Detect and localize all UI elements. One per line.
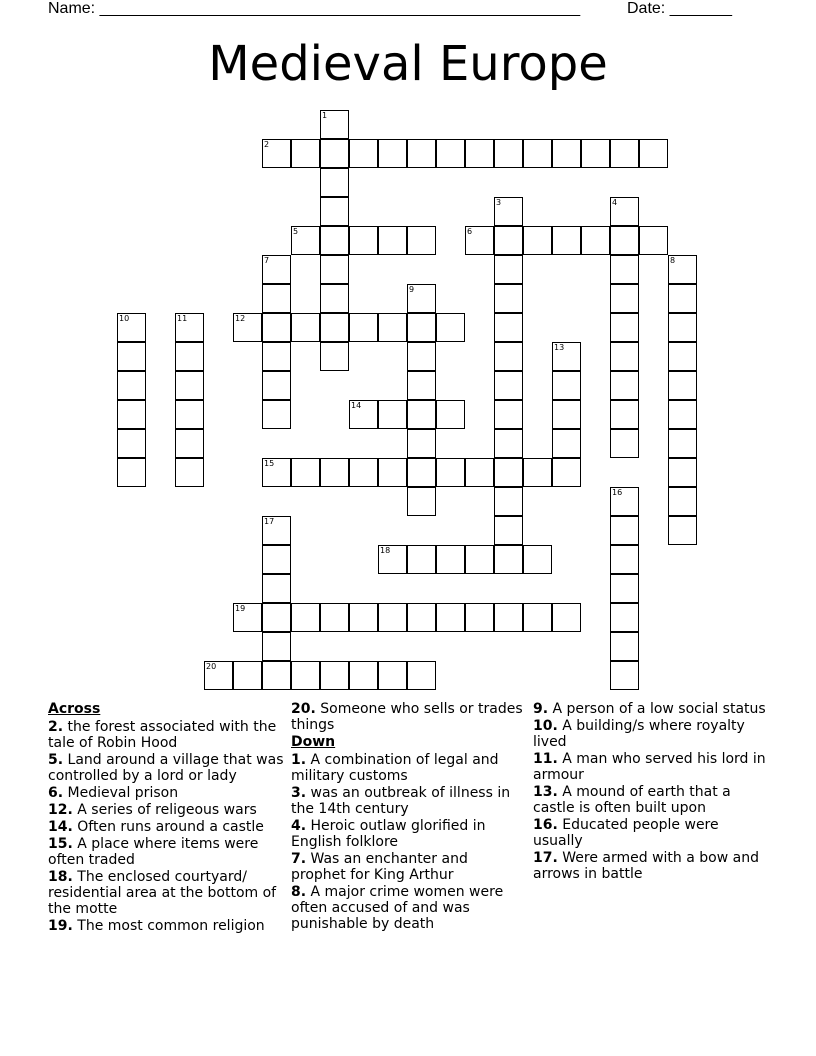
across-clue-list-continued bbox=[291, 701, 527, 733]
clue-item bbox=[48, 752, 284, 784]
clue-text: Educated people were usually bbox=[533, 817, 719, 849]
grid-cell[interactable] bbox=[378, 458, 407, 487]
grid-cell[interactable] bbox=[668, 284, 697, 313]
clue-item bbox=[291, 851, 527, 883]
grid-cell[interactable] bbox=[610, 139, 639, 168]
clue-number-label: 15. bbox=[48, 836, 73, 852]
grid-cell[interactable] bbox=[610, 661, 639, 690]
clue-text: The enclosed courtyard/ residential area at the bottom of the motte bbox=[48, 869, 277, 917]
clue-number-label: 2. bbox=[48, 719, 64, 735]
grid-cell[interactable] bbox=[407, 342, 436, 371]
grid-cell[interactable] bbox=[262, 603, 291, 632]
grid-cell[interactable] bbox=[407, 545, 436, 574]
grid-cell[interactable] bbox=[494, 545, 523, 574]
clue-number: 8 bbox=[670, 256, 676, 265]
clue-number-label: 19. bbox=[48, 918, 73, 934]
grid-cell[interactable] bbox=[175, 371, 204, 400]
grid-cell[interactable] bbox=[610, 226, 639, 255]
clue-number-label: 5. bbox=[48, 752, 64, 768]
grid-cell[interactable] bbox=[262, 661, 291, 690]
grid-cell[interactable] bbox=[639, 139, 668, 168]
grid-cell[interactable] bbox=[349, 400, 378, 429]
clue-text: was an outbreak of illness in the 14th century bbox=[291, 785, 511, 817]
grid-cell[interactable] bbox=[320, 226, 349, 255]
grid-cell[interactable] bbox=[291, 139, 320, 168]
name-field-label[interactable]: Name: ______________________________________________________ bbox=[48, 0, 581, 17]
clue-number-label: 14. bbox=[48, 819, 73, 835]
clue-item bbox=[48, 869, 284, 917]
across-clue-list bbox=[48, 719, 284, 934]
clue-text: Heroic outlaw glorified in English folklore bbox=[291, 818, 486, 850]
grid-cell[interactable] bbox=[494, 313, 523, 342]
grid-cell[interactable] bbox=[320, 255, 349, 284]
grid-cell[interactable] bbox=[668, 371, 697, 400]
clue-number: 10 bbox=[119, 314, 130, 323]
grid-cell[interactable] bbox=[494, 516, 523, 545]
grid-cell[interactable] bbox=[262, 516, 291, 545]
grid-cell[interactable] bbox=[610, 574, 639, 603]
grid-cell[interactable] bbox=[262, 400, 291, 429]
clue-number-label: 16. bbox=[533, 817, 558, 833]
down-clue-list bbox=[291, 752, 527, 932]
grid-cell[interactable] bbox=[320, 110, 349, 139]
clue-item bbox=[48, 802, 284, 818]
grid-cell[interactable] bbox=[117, 371, 146, 400]
clue-item bbox=[291, 818, 527, 850]
grid-cell[interactable] bbox=[523, 139, 552, 168]
grid-cell[interactable] bbox=[610, 371, 639, 400]
grid-cell[interactable] bbox=[175, 429, 204, 458]
clue-item bbox=[533, 718, 769, 750]
grid-cell[interactable] bbox=[668, 342, 697, 371]
grid-cell[interactable] bbox=[610, 603, 639, 632]
grid-cell[interactable] bbox=[175, 458, 204, 487]
grid-cell[interactable] bbox=[494, 429, 523, 458]
grid-cell[interactable] bbox=[494, 284, 523, 313]
grid-cell[interactable] bbox=[668, 516, 697, 545]
grid-cell[interactable] bbox=[436, 545, 465, 574]
grid-cell[interactable] bbox=[465, 545, 494, 574]
grid-cell[interactable] bbox=[523, 226, 552, 255]
across-heading: Across bbox=[48, 701, 101, 717]
grid-cell[interactable] bbox=[494, 255, 523, 284]
grid-cell[interactable] bbox=[552, 400, 581, 429]
grid-cell[interactable] bbox=[610, 429, 639, 458]
clue-number: 4 bbox=[612, 198, 618, 207]
grid-cell[interactable] bbox=[320, 661, 349, 690]
clue-item bbox=[291, 701, 527, 733]
grid-cell[interactable] bbox=[407, 226, 436, 255]
grid-cell[interactable] bbox=[668, 487, 697, 516]
clue-number-label: 1. bbox=[291, 752, 307, 768]
clue-text: A major crime women were often accused of and was punishable by death bbox=[291, 884, 504, 932]
clue-text: Land around a village that was controlled by a lord or lady bbox=[48, 752, 284, 784]
grid-cell[interactable] bbox=[494, 603, 523, 632]
page-title: Medieval Europe bbox=[208, 36, 608, 92]
grid-cell[interactable] bbox=[291, 313, 320, 342]
clue-text: A building/s where royalty lived bbox=[533, 718, 745, 750]
grid-cell[interactable] bbox=[610, 516, 639, 545]
grid-cell[interactable] bbox=[407, 661, 436, 690]
grid-cell[interactable] bbox=[262, 458, 291, 487]
clue-number-label: 20. bbox=[291, 701, 316, 717]
clue-number: 7 bbox=[264, 256, 270, 265]
grid-cell[interactable] bbox=[262, 139, 291, 168]
grid-cell[interactable] bbox=[320, 139, 349, 168]
grid-cell[interactable] bbox=[494, 342, 523, 371]
clue-item bbox=[291, 785, 527, 817]
clue-number-label: 3. bbox=[291, 785, 307, 801]
clue-text: the forest associated with the tale of Robin Hood bbox=[48, 719, 277, 751]
grid-cell[interactable] bbox=[668, 255, 697, 284]
clue-number: 16 bbox=[612, 488, 623, 497]
clue-number: 2 bbox=[264, 140, 270, 149]
grid-cell[interactable] bbox=[349, 313, 378, 342]
grid-cell[interactable] bbox=[581, 226, 610, 255]
grid-cell[interactable] bbox=[291, 661, 320, 690]
grid-cell[interactable] bbox=[378, 139, 407, 168]
clue-item bbox=[48, 918, 284, 934]
grid-cell[interactable] bbox=[320, 603, 349, 632]
clue-item bbox=[48, 785, 284, 801]
clue-number-label: 10. bbox=[533, 718, 558, 734]
clue-number-label: 9. bbox=[533, 701, 549, 717]
grid-cell[interactable] bbox=[465, 139, 494, 168]
grid-cell[interactable] bbox=[668, 458, 697, 487]
clue-text: A place where items were often traded bbox=[48, 836, 259, 868]
grid-cell[interactable] bbox=[175, 313, 204, 342]
clue-number: 12 bbox=[235, 314, 246, 323]
clue-number: 11 bbox=[177, 314, 188, 323]
grid-cell[interactable] bbox=[233, 661, 262, 690]
grid-cell[interactable] bbox=[610, 197, 639, 226]
grid-cell[interactable] bbox=[117, 429, 146, 458]
grid-cell[interactable] bbox=[465, 458, 494, 487]
grid-cell[interactable] bbox=[349, 458, 378, 487]
grid-cell[interactable] bbox=[117, 313, 146, 342]
grid-cell[interactable] bbox=[378, 226, 407, 255]
grid-cell[interactable] bbox=[610, 284, 639, 313]
grid-cell[interactable] bbox=[436, 603, 465, 632]
grid-cell[interactable] bbox=[552, 371, 581, 400]
clues-column-3 bbox=[533, 701, 769, 883]
grid-cell[interactable] bbox=[262, 313, 291, 342]
grid-cell[interactable] bbox=[262, 255, 291, 284]
grid-cell[interactable] bbox=[610, 487, 639, 516]
clue-number-label: 18. bbox=[48, 869, 73, 885]
clue-number-label: 4. bbox=[291, 818, 307, 834]
grid-cell[interactable] bbox=[610, 632, 639, 661]
grid-cell[interactable] bbox=[494, 226, 523, 255]
grid-cell[interactable] bbox=[320, 342, 349, 371]
clue-item bbox=[291, 752, 527, 784]
grid-cell[interactable] bbox=[668, 429, 697, 458]
clue-text: A mound of earth that a castle is often built upon bbox=[533, 784, 731, 816]
grid-cell[interactable] bbox=[668, 313, 697, 342]
clue-item bbox=[533, 817, 769, 849]
grid-cell[interactable] bbox=[668, 400, 697, 429]
clue-text: The most common religion bbox=[72, 918, 265, 934]
grid-cell[interactable] bbox=[378, 400, 407, 429]
grid-cell[interactable] bbox=[291, 603, 320, 632]
clue-number-label: 12. bbox=[48, 802, 73, 818]
clue-number: 6 bbox=[467, 227, 473, 236]
clue-number: 9 bbox=[409, 285, 415, 294]
clue-number: 1 bbox=[322, 111, 328, 120]
grid-cell[interactable] bbox=[378, 545, 407, 574]
clue-number: 20 bbox=[206, 662, 217, 671]
down-heading: Down bbox=[291, 734, 336, 750]
grid-cell[interactable] bbox=[117, 342, 146, 371]
grid-cell[interactable] bbox=[262, 632, 291, 661]
grid-cell[interactable] bbox=[320, 197, 349, 226]
grid-cell[interactable] bbox=[407, 371, 436, 400]
grid-cell[interactable] bbox=[378, 313, 407, 342]
grid-cell[interactable] bbox=[117, 458, 146, 487]
grid-cell[interactable] bbox=[407, 139, 436, 168]
clue-item bbox=[533, 850, 769, 882]
grid-cell[interactable] bbox=[320, 168, 349, 197]
grid-cell[interactable] bbox=[407, 400, 436, 429]
clue-number: 13 bbox=[554, 343, 565, 352]
clue-text: Often runs around a castle bbox=[72, 819, 264, 835]
down-clue-list-continued bbox=[533, 701, 769, 882]
grid-cell[interactable] bbox=[610, 255, 639, 284]
grid-cell[interactable] bbox=[494, 139, 523, 168]
grid-cell[interactable] bbox=[610, 400, 639, 429]
grid-cell[interactable] bbox=[465, 226, 494, 255]
grid-cell[interactable] bbox=[378, 603, 407, 632]
clue-item bbox=[291, 884, 527, 932]
grid-cell[interactable] bbox=[320, 458, 349, 487]
grid-cell[interactable] bbox=[407, 313, 436, 342]
clue-text: A series of religeous wars bbox=[72, 802, 257, 818]
clue-number: 17 bbox=[264, 517, 275, 526]
clue-text: A person of a low social status bbox=[548, 701, 766, 717]
clue-item bbox=[533, 751, 769, 783]
clue-text: Medieval prison bbox=[63, 785, 179, 801]
grid-cell[interactable] bbox=[407, 429, 436, 458]
grid-cell[interactable] bbox=[436, 139, 465, 168]
clue-item bbox=[533, 784, 769, 816]
grid-cell[interactable] bbox=[494, 487, 523, 516]
grid-cell[interactable] bbox=[552, 226, 581, 255]
clue-number-label: 6. bbox=[48, 785, 64, 801]
clue-number-label: 11. bbox=[533, 751, 558, 767]
clue-text: Were armed with a bow and arrows in battle bbox=[533, 850, 759, 882]
grid-cell[interactable] bbox=[610, 545, 639, 574]
grid-cell[interactable] bbox=[262, 574, 291, 603]
date-field-label[interactable]: Date: _______ bbox=[627, 0, 732, 17]
grid-cell[interactable] bbox=[204, 661, 233, 690]
grid-cell[interactable] bbox=[291, 226, 320, 255]
grid-cell[interactable] bbox=[494, 400, 523, 429]
grid-cell[interactable] bbox=[117, 400, 146, 429]
clue-text: Someone who sells or trades things bbox=[291, 701, 523, 733]
grid-cell[interactable] bbox=[436, 400, 465, 429]
clue-number-label: 8. bbox=[291, 884, 307, 900]
grid-cell[interactable] bbox=[552, 342, 581, 371]
grid-cell[interactable] bbox=[262, 342, 291, 371]
grid-cell[interactable] bbox=[407, 458, 436, 487]
clue-number-label: 13. bbox=[533, 784, 558, 800]
clue-number-label: 17. bbox=[533, 850, 558, 866]
clue-number-label: 7. bbox=[291, 851, 307, 867]
grid-cell[interactable] bbox=[349, 139, 378, 168]
grid-cell[interactable] bbox=[349, 661, 378, 690]
grid-cell[interactable] bbox=[175, 400, 204, 429]
grid-cell[interactable] bbox=[262, 545, 291, 574]
grid-cell[interactable] bbox=[465, 603, 494, 632]
clue-text: A man who served his lord in armour bbox=[533, 751, 766, 783]
grid-cell[interactable] bbox=[639, 226, 668, 255]
grid-cell[interactable] bbox=[610, 342, 639, 371]
grid-cell[interactable] bbox=[349, 603, 378, 632]
grid-cell[interactable] bbox=[523, 545, 552, 574]
clue-item bbox=[48, 819, 284, 835]
grid-cell[interactable] bbox=[436, 458, 465, 487]
clue-item bbox=[533, 701, 769, 717]
clue-number: 19 bbox=[235, 604, 246, 613]
clue-item bbox=[48, 719, 284, 751]
grid-cell[interactable] bbox=[610, 313, 639, 342]
grid-cell[interactable] bbox=[262, 371, 291, 400]
clue-number: 18 bbox=[380, 546, 391, 555]
grid-cell[interactable] bbox=[407, 603, 436, 632]
grid-cell[interactable] bbox=[320, 284, 349, 313]
clues-column-1 bbox=[48, 701, 284, 935]
grid-cell[interactable] bbox=[407, 284, 436, 313]
grid-cell[interactable] bbox=[552, 139, 581, 168]
clue-text: A combination of legal and military customs bbox=[291, 752, 499, 784]
grid-cell[interactable] bbox=[233, 603, 262, 632]
clue-item bbox=[48, 836, 284, 868]
grid-cell[interactable] bbox=[552, 603, 581, 632]
grid-cell[interactable] bbox=[494, 371, 523, 400]
grid-cell[interactable] bbox=[523, 603, 552, 632]
grid-cell[interactable] bbox=[523, 458, 552, 487]
grid-cell[interactable] bbox=[291, 458, 320, 487]
clue-text: Was an enchanter and prophet for King Arthur bbox=[291, 851, 468, 883]
grid-cell[interactable] bbox=[552, 458, 581, 487]
grid-cell[interactable] bbox=[494, 458, 523, 487]
grid-cell[interactable] bbox=[233, 313, 262, 342]
grid-cell[interactable] bbox=[349, 226, 378, 255]
grid-cell[interactable] bbox=[407, 487, 436, 516]
clue-number: 3 bbox=[496, 198, 502, 207]
grid-cell[interactable] bbox=[436, 313, 465, 342]
clue-number: 14 bbox=[351, 401, 362, 410]
clues-column-2 bbox=[291, 701, 527, 933]
grid-cell[interactable] bbox=[262, 284, 291, 313]
grid-cell[interactable] bbox=[320, 313, 349, 342]
clue-number: 15 bbox=[264, 459, 275, 468]
grid-cell[interactable] bbox=[378, 661, 407, 690]
grid-cell[interactable] bbox=[581, 139, 610, 168]
clue-number: 5 bbox=[293, 227, 299, 236]
grid-cell[interactable] bbox=[494, 197, 523, 226]
grid-cell[interactable] bbox=[552, 429, 581, 458]
grid-cell[interactable] bbox=[175, 342, 204, 371]
